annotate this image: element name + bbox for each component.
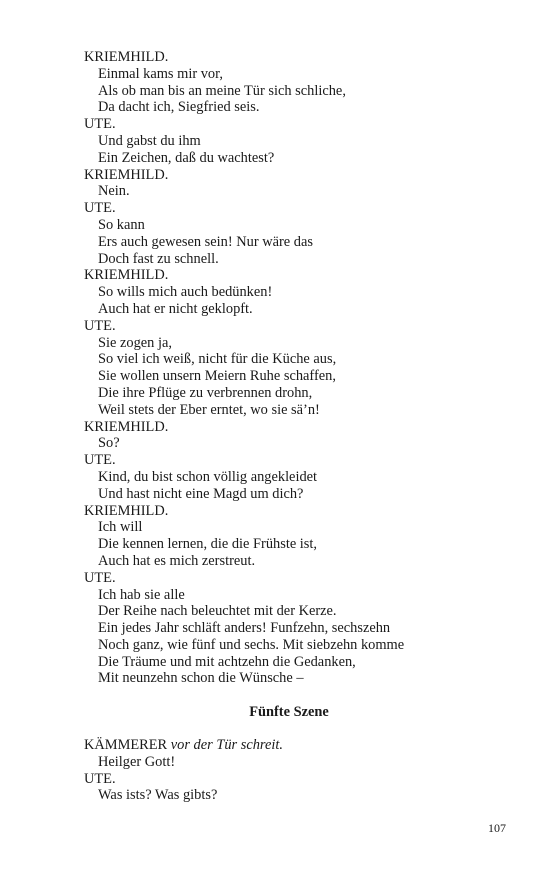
verse-line: Auch hat er nicht geklopft. xyxy=(98,300,253,317)
verse-line: Die Träume und mit achtzehn die Gedanken, xyxy=(98,653,356,670)
verse-line: Doch fast zu schnell. xyxy=(98,250,219,267)
verse-line: Ein Zeichen, daß du wachtest? xyxy=(98,149,275,166)
verse-line: Die kennen lernen, die die Frühste ist, xyxy=(98,536,318,553)
speaker-name: UTE. xyxy=(84,569,116,586)
verse-line: Der Reihe nach beleuchtet mit der Kerze. xyxy=(98,603,337,620)
verse-line: Ich will xyxy=(98,519,143,536)
verse-line: Als ob man bis an meine Tür sich schliche, xyxy=(98,82,346,99)
verse-line: Ers auch gewesen sein! Nur wäre das xyxy=(98,233,313,250)
speaker-name: UTE. xyxy=(84,200,116,217)
verse-line: Mit neunzehn schon die Wünsche – xyxy=(98,670,304,687)
verse-line: Ein jedes Jahr schläft anders! Funfzehn, sechszehn xyxy=(98,620,391,637)
speaker-name: KRIEMHILD. xyxy=(84,418,169,435)
verse-line: Noch ganz, wie fünf und sechs. Mit siebzehn komme xyxy=(98,636,405,653)
dialogue-passage xyxy=(84,737,484,804)
speaker-name: UTE. xyxy=(84,317,116,334)
verse-line: Weil stets der Eber erntet, wo sie sä’n! xyxy=(98,401,320,418)
verse-line: Die ihre Pflüge zu verbrennen drohn, xyxy=(98,384,313,401)
speaker-name: KRIEMHILD. xyxy=(84,166,169,183)
verse-line: Heilger Gott! xyxy=(98,753,176,770)
speaker-name: KRIEMHILD. xyxy=(84,502,169,519)
speaker-name: UTE. xyxy=(84,452,116,469)
speaker-name: KRIEMHILD. xyxy=(84,267,169,284)
verse-line: So wills mich auch bedünken! xyxy=(98,284,273,301)
verse-line: Und hast nicht eine Magd um dich? xyxy=(98,485,304,502)
speaker-name: KÄMMERER xyxy=(84,737,168,754)
verse-line: So? xyxy=(98,435,120,452)
speaker-name: UTE. xyxy=(84,116,116,133)
verse-line: Sie wollen unsern Meiern Ruhe schaffen, xyxy=(98,368,336,385)
scene-title: Fünfte Szene xyxy=(249,704,329,721)
verse-line: Einmal kams mir vor, xyxy=(98,65,223,82)
verse-line: Und gabst du ihm xyxy=(98,132,201,149)
verse-line: Sie zogen ja, xyxy=(98,334,172,351)
stage-direction: vor der Tür schreit. xyxy=(170,737,283,754)
verse-line: Auch hat es mich zerstreut. xyxy=(98,552,256,569)
speaker-line xyxy=(84,737,484,754)
speaker-name: UTE. xyxy=(84,770,116,787)
verse-line: So kann xyxy=(98,216,145,233)
verse-line: Ich hab sie alle xyxy=(98,586,185,603)
verse-line: Nein. xyxy=(98,183,130,200)
verse-line: Was ists? Was gibts? xyxy=(98,787,218,804)
verse-line: So viel ich weiß, nicht für die Küche aus, xyxy=(98,351,337,368)
dialogue-passage xyxy=(84,49,484,687)
speaker-name: KRIEMHILD. xyxy=(84,49,169,65)
verse-line: Kind, du bist schon völlig angekleidet xyxy=(98,468,318,485)
drama-text xyxy=(84,49,484,804)
dialogue-lines xyxy=(84,754,484,804)
page-number: 107 xyxy=(488,821,506,835)
verse-line: Da dacht ich, Siegfried seis. xyxy=(98,99,260,116)
